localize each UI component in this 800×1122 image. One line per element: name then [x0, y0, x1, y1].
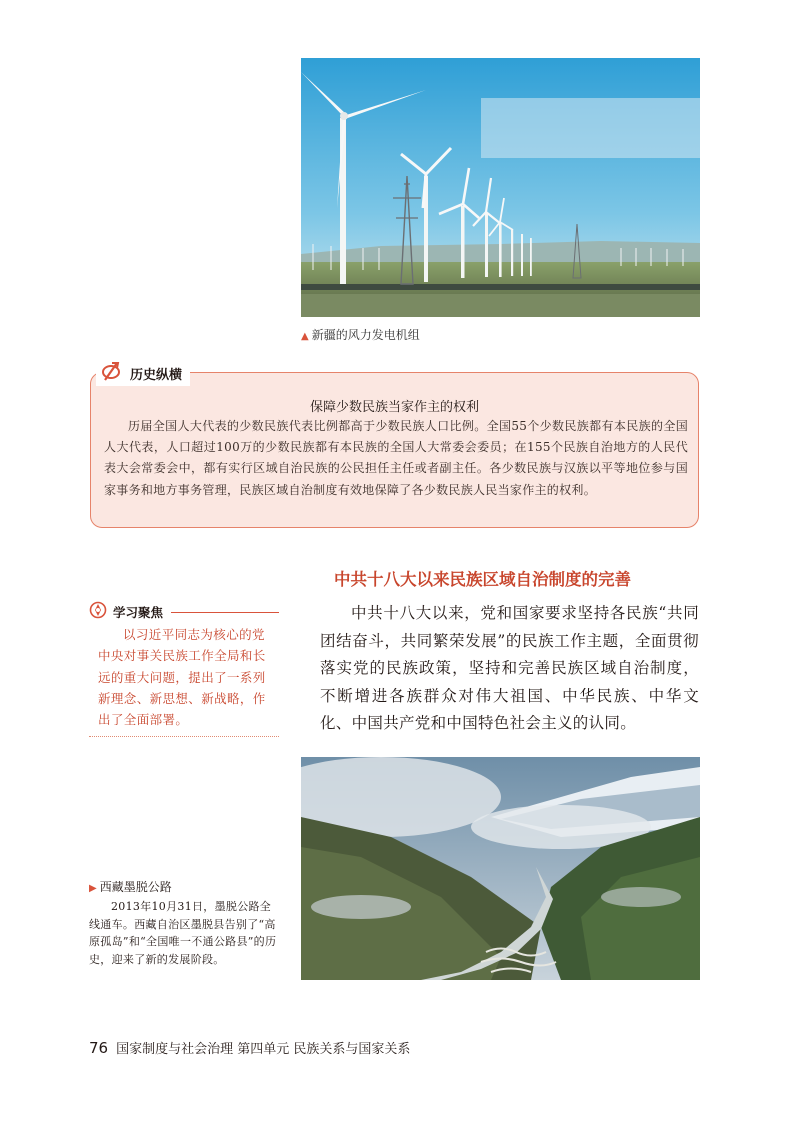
history-box-header: [96, 360, 190, 386]
wind-turbines-photo: [301, 58, 700, 317]
page-footer: [89, 1038, 410, 1057]
tibet-road-photo: [301, 757, 700, 980]
study-focus-divider: [171, 612, 279, 613]
main-paragraph: 中共十八大以来，党和国家要求坚持各民族“共同团结奋斗，共同繁荣发展”的民族工作主题，全面贯彻落实党的民族政策，坚持和完善民族区域自治制度，不断增进各族群众对伟大祖国、中华民族、中华文化、中国共产党和中国特色社会主义的认同。: [320, 604, 699, 732]
triangle-up-icon: ▲: [301, 331, 309, 342]
page-number: 76: [89, 1039, 109, 1057]
history-box-body: 历届全国人大代表的少数民族代表比例都高于少数民族人口比例。全国55个少数民族都有本民族的全国人大代表，人口超过100万的少数民族都有本民族的全国人大常委会委员；在155个民族自治地方的人民代表大会常委会中，都有实行区域自治民族的公民担任主任或者副主任。各少数民族与汉族以平等地位参与国家事务和地方事务管理，民族区域自治制度有效地保障了各少数民族人民当家作主的权利。: [104, 419, 688, 497]
history-box-title: 保障少数民族当家作主的权利: [309, 400, 479, 415]
study-focus-header: [89, 601, 279, 623]
study-focus-bottom-divider: [89, 736, 279, 737]
study-focus-label: 学习聚焦: [113, 605, 164, 620]
study-focus-body: 以习近平同志为核心的党中央对事关民族工作全局和长远的重大问题，提出了一系列新理念、新思想、新战略，作出了全面部署。: [98, 627, 266, 728]
history-box-label: 历史纵横: [130, 367, 183, 383]
history-icon: [100, 360, 122, 386]
triangle-right-icon: ▶: [89, 883, 97, 894]
section-heading: 中共十八大以来民族区域自治制度的完善: [334, 570, 631, 589]
wind-photo-caption: ▲ 新疆的风力发电机组: [301, 328, 420, 342]
road-photo-caption-body: 2013年10月31日，墨脱公路全线通车。西藏自治区墨脱县告别了“高原孤岛”和“全国唯一不通公路县”的历史，迎来了新的发展阶段。: [89, 900, 277, 966]
road-photo-caption-title: ▶ 西藏墨脱公路: [89, 880, 172, 894]
focus-icon: [89, 601, 107, 623]
footer-text: 国家制度与社会治理 第四单元 民族关系与国家关系: [116, 1042, 411, 1057]
